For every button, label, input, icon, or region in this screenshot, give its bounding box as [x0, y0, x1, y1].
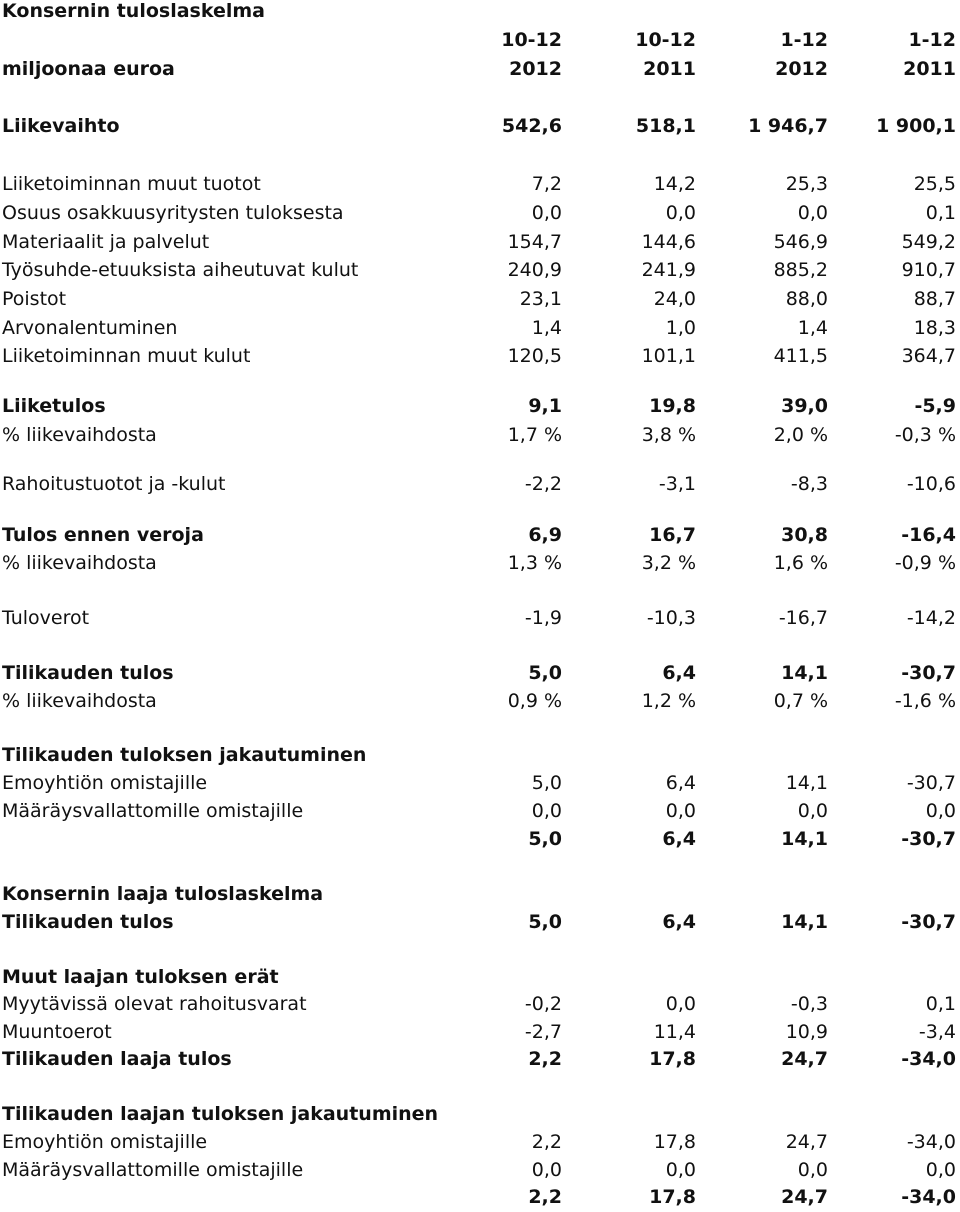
- row-value: 17,8: [653, 1131, 696, 1153]
- row-label: Rahoitustuotot ja -kulut: [2, 473, 226, 495]
- row-label: % liikevaihdosta: [2, 690, 157, 712]
- row-value: 0,0: [797, 202, 828, 224]
- row-value: 5,0: [531, 772, 562, 794]
- table-row: [0, 170, 960, 198]
- table-row: [0, 1045, 960, 1073]
- row-value: 0,0: [531, 800, 562, 822]
- row-value: 1,4: [531, 317, 562, 339]
- row-value: 1,6 %: [773, 552, 828, 574]
- row-label: Määräysvallattomille omistajille: [2, 800, 304, 822]
- table-row: [0, 880, 960, 908]
- row-value: 144,6: [641, 231, 696, 253]
- row-value: 0,1: [925, 993, 956, 1015]
- row-value: -0,3 %: [894, 424, 956, 446]
- row-value: 17,8: [649, 1048, 696, 1070]
- table-row: [0, 1183, 960, 1211]
- row-value: 1 946,7: [748, 115, 828, 137]
- year-header: 2011: [643, 58, 696, 80]
- table-row: [0, 687, 960, 715]
- row-value: 30,8: [781, 524, 828, 546]
- row-value: -1,9: [524, 607, 562, 629]
- row-value: -30,7: [901, 662, 956, 684]
- row-value: 5,0: [528, 662, 562, 684]
- row-label: Tilikauden tuloksen jakautuminen: [2, 744, 367, 766]
- table-row: [0, 908, 960, 936]
- row-value: 0,0: [665, 1159, 696, 1181]
- row-label: Tilikauden tulos: [2, 911, 174, 933]
- year-header: 2012: [509, 58, 562, 80]
- row-value: 9,1: [528, 395, 562, 417]
- row-value: 0,0: [665, 993, 696, 1015]
- table-row: [0, 1018, 960, 1046]
- row-label: Emoyhtiön omistajille: [2, 1131, 208, 1153]
- statement-title: Konsernin tuloslaskelma: [2, 0, 265, 22]
- row-label: Muuntoerot: [2, 1021, 112, 1043]
- row-value: 542,6: [501, 115, 562, 137]
- table-row: [0, 1156, 960, 1184]
- row-value: 17,8: [649, 1186, 696, 1208]
- row-value: 5,0: [528, 828, 562, 850]
- row-value: 120,5: [507, 345, 562, 367]
- row-value: 14,1: [781, 828, 828, 850]
- row-label: % liikevaihdosta: [2, 424, 157, 446]
- row-value: 7,2: [531, 173, 562, 195]
- row-value: 19,8: [649, 395, 696, 417]
- row-label: Tulos ennen veroja: [2, 524, 204, 546]
- period-header-row: [0, 26, 960, 54]
- table-row: [0, 314, 960, 342]
- row-value: 0,7 %: [773, 690, 828, 712]
- table-row: [0, 392, 960, 420]
- row-value: 0,9 %: [507, 690, 562, 712]
- row-value: 23,1: [519, 288, 562, 310]
- row-value: 14,1: [781, 662, 828, 684]
- row-value: -34,0: [901, 1186, 956, 1208]
- row-value: 2,0 %: [773, 424, 828, 446]
- row-value: -8,3: [790, 473, 828, 495]
- row-value: -14,2: [906, 607, 956, 629]
- row-value: -10,6: [906, 473, 956, 495]
- year-header: 2011: [903, 58, 956, 80]
- row-value: 3,8 %: [641, 424, 696, 446]
- row-value: 6,4: [662, 662, 696, 684]
- row-label: Emoyhtiön omistajille: [2, 772, 208, 794]
- statement-title-row: [0, 0, 960, 25]
- row-label: Liikevaihto: [2, 115, 120, 137]
- row-value: -30,7: [906, 772, 956, 794]
- row-value: 0,0: [925, 1159, 956, 1181]
- row-label: Määräysvallattomille omistajille: [2, 1159, 304, 1181]
- row-value: 0,0: [797, 800, 828, 822]
- row-value: -34,0: [906, 1131, 956, 1153]
- row-value: 6,4: [662, 828, 696, 850]
- row-value: 0,0: [531, 202, 562, 224]
- row-value: 2,2: [528, 1048, 562, 1070]
- row-value: -5,9: [914, 395, 956, 417]
- row-value: 0,0: [665, 202, 696, 224]
- table-row: [0, 228, 960, 256]
- row-label: % liikevaihdosta: [2, 552, 157, 574]
- table-row: [0, 797, 960, 825]
- row-value: 518,1: [635, 115, 696, 137]
- row-value: 101,1: [641, 345, 696, 367]
- row-value: 910,7: [901, 259, 956, 281]
- row-value: 24,7: [781, 1048, 828, 1070]
- row-value: 16,7: [649, 524, 696, 546]
- row-value: 5,0: [528, 911, 562, 933]
- period-header: 1-12: [780, 29, 828, 51]
- table-row: [0, 256, 960, 284]
- row-value: -30,7: [901, 911, 956, 933]
- table-row: [0, 1100, 960, 1128]
- row-value: 39,0: [781, 395, 828, 417]
- row-value: 0,0: [925, 800, 956, 822]
- table-row: [0, 421, 960, 449]
- row-value: 0,0: [531, 1159, 562, 1181]
- row-value: 549,2: [901, 231, 956, 253]
- table-row: [0, 342, 960, 370]
- row-value: 2,2: [531, 1131, 562, 1153]
- row-value: -34,0: [901, 1048, 956, 1070]
- row-label: Poistot: [2, 288, 67, 310]
- table-row: [0, 199, 960, 227]
- year-header: 2012: [775, 58, 828, 80]
- row-label: Materiaalit ja palvelut: [2, 231, 210, 253]
- row-value: -3,1: [658, 473, 696, 495]
- row-value: -16,7: [778, 607, 828, 629]
- row-value: 1,7 %: [507, 424, 562, 446]
- row-value: 411,5: [773, 345, 828, 367]
- row-value: 11,4: [653, 1021, 696, 1043]
- row-value: -0,2: [524, 993, 562, 1015]
- row-label: Myytävissä olevat rahoitusvarat: [2, 993, 307, 1015]
- row-label: Liiketoiminnan muut tuotot: [2, 173, 261, 195]
- row-value: 546,9: [773, 231, 828, 253]
- row-value: 88,7: [913, 288, 956, 310]
- row-value: 88,0: [785, 288, 828, 310]
- year-header-row: [0, 55, 960, 83]
- table-row: [0, 1128, 960, 1156]
- row-value: -3,4: [918, 1021, 956, 1043]
- table-row: [0, 769, 960, 797]
- row-value: 10,9: [785, 1021, 828, 1043]
- row-value: 6,4: [662, 911, 696, 933]
- row-value: -2,2: [524, 473, 562, 495]
- table-row: [0, 604, 960, 632]
- row-value: 0,0: [797, 1159, 828, 1181]
- row-value: -10,3: [646, 607, 696, 629]
- row-label: Tilikauden laajan tuloksen jakautuminen: [2, 1103, 439, 1125]
- row-value: 364,7: [901, 345, 956, 367]
- row-value: 2,2: [528, 1186, 562, 1208]
- row-value: 885,2: [773, 259, 828, 281]
- row-label: Konsernin laaja tuloslaskelma: [2, 883, 324, 905]
- table-row: [0, 990, 960, 1018]
- row-label: Tilikauden laaja tulos: [2, 1048, 232, 1070]
- table-row: [0, 521, 960, 549]
- table-row: [0, 825, 960, 853]
- row-value: 1 900,1: [876, 115, 956, 137]
- row-value: 24,7: [781, 1186, 828, 1208]
- row-value: 14,1: [785, 772, 828, 794]
- row-value: -1,6 %: [894, 690, 956, 712]
- table-row: [0, 470, 960, 498]
- row-value: 3,2 %: [641, 552, 696, 574]
- period-header: 10-12: [635, 29, 696, 51]
- row-value: 25,3: [785, 173, 828, 195]
- table-row: [0, 963, 960, 991]
- row-value: 154,7: [507, 231, 562, 253]
- row-value: 240,9: [507, 259, 562, 281]
- row-value: 1,4: [797, 317, 828, 339]
- row-label: Työsuhde-etuuksista aiheutuvat kulut: [2, 259, 359, 281]
- row-label: Tuloverot: [2, 607, 90, 629]
- table-row: [0, 741, 960, 769]
- row-label: Liiketoiminnan muut kulut: [2, 345, 251, 367]
- row-value: 24,0: [653, 288, 696, 310]
- row-label: Liiketulos: [2, 395, 106, 417]
- table-row: [0, 659, 960, 687]
- row-value: 24,7: [785, 1131, 828, 1153]
- table-row: [0, 112, 960, 140]
- row-value: 1,3 %: [507, 552, 562, 574]
- row-value: 6,4: [665, 772, 696, 794]
- row-value: 0,1: [925, 202, 956, 224]
- row-value: 14,2: [653, 173, 696, 195]
- row-value: -16,4: [901, 524, 956, 546]
- table-row: [0, 285, 960, 313]
- row-value: 0,0: [665, 800, 696, 822]
- row-value: -0,9 %: [894, 552, 956, 574]
- row-value: 241,9: [641, 259, 696, 281]
- row-value: 14,1: [781, 911, 828, 933]
- row-label: Tilikauden tulos: [2, 662, 174, 684]
- row-value: 25,5: [913, 173, 956, 195]
- row-label: Muut laajan tuloksen erät: [2, 966, 279, 988]
- unit-label: miljoonaa euroa: [2, 58, 175, 80]
- row-value: 6,9: [528, 524, 562, 546]
- row-value: 18,3: [913, 317, 956, 339]
- period-header: 10-12: [501, 29, 562, 51]
- row-value: 1,0: [665, 317, 696, 339]
- row-value: -30,7: [901, 828, 956, 850]
- row-label: Arvonalentuminen: [2, 317, 178, 339]
- row-value: -2,7: [524, 1021, 562, 1043]
- row-label: Osuus osakkuusyritysten tuloksesta: [2, 202, 344, 224]
- row-value: 1,2 %: [641, 690, 696, 712]
- table-row: [0, 549, 960, 577]
- row-value: -0,3: [790, 993, 828, 1015]
- period-header: 1-12: [908, 29, 956, 51]
